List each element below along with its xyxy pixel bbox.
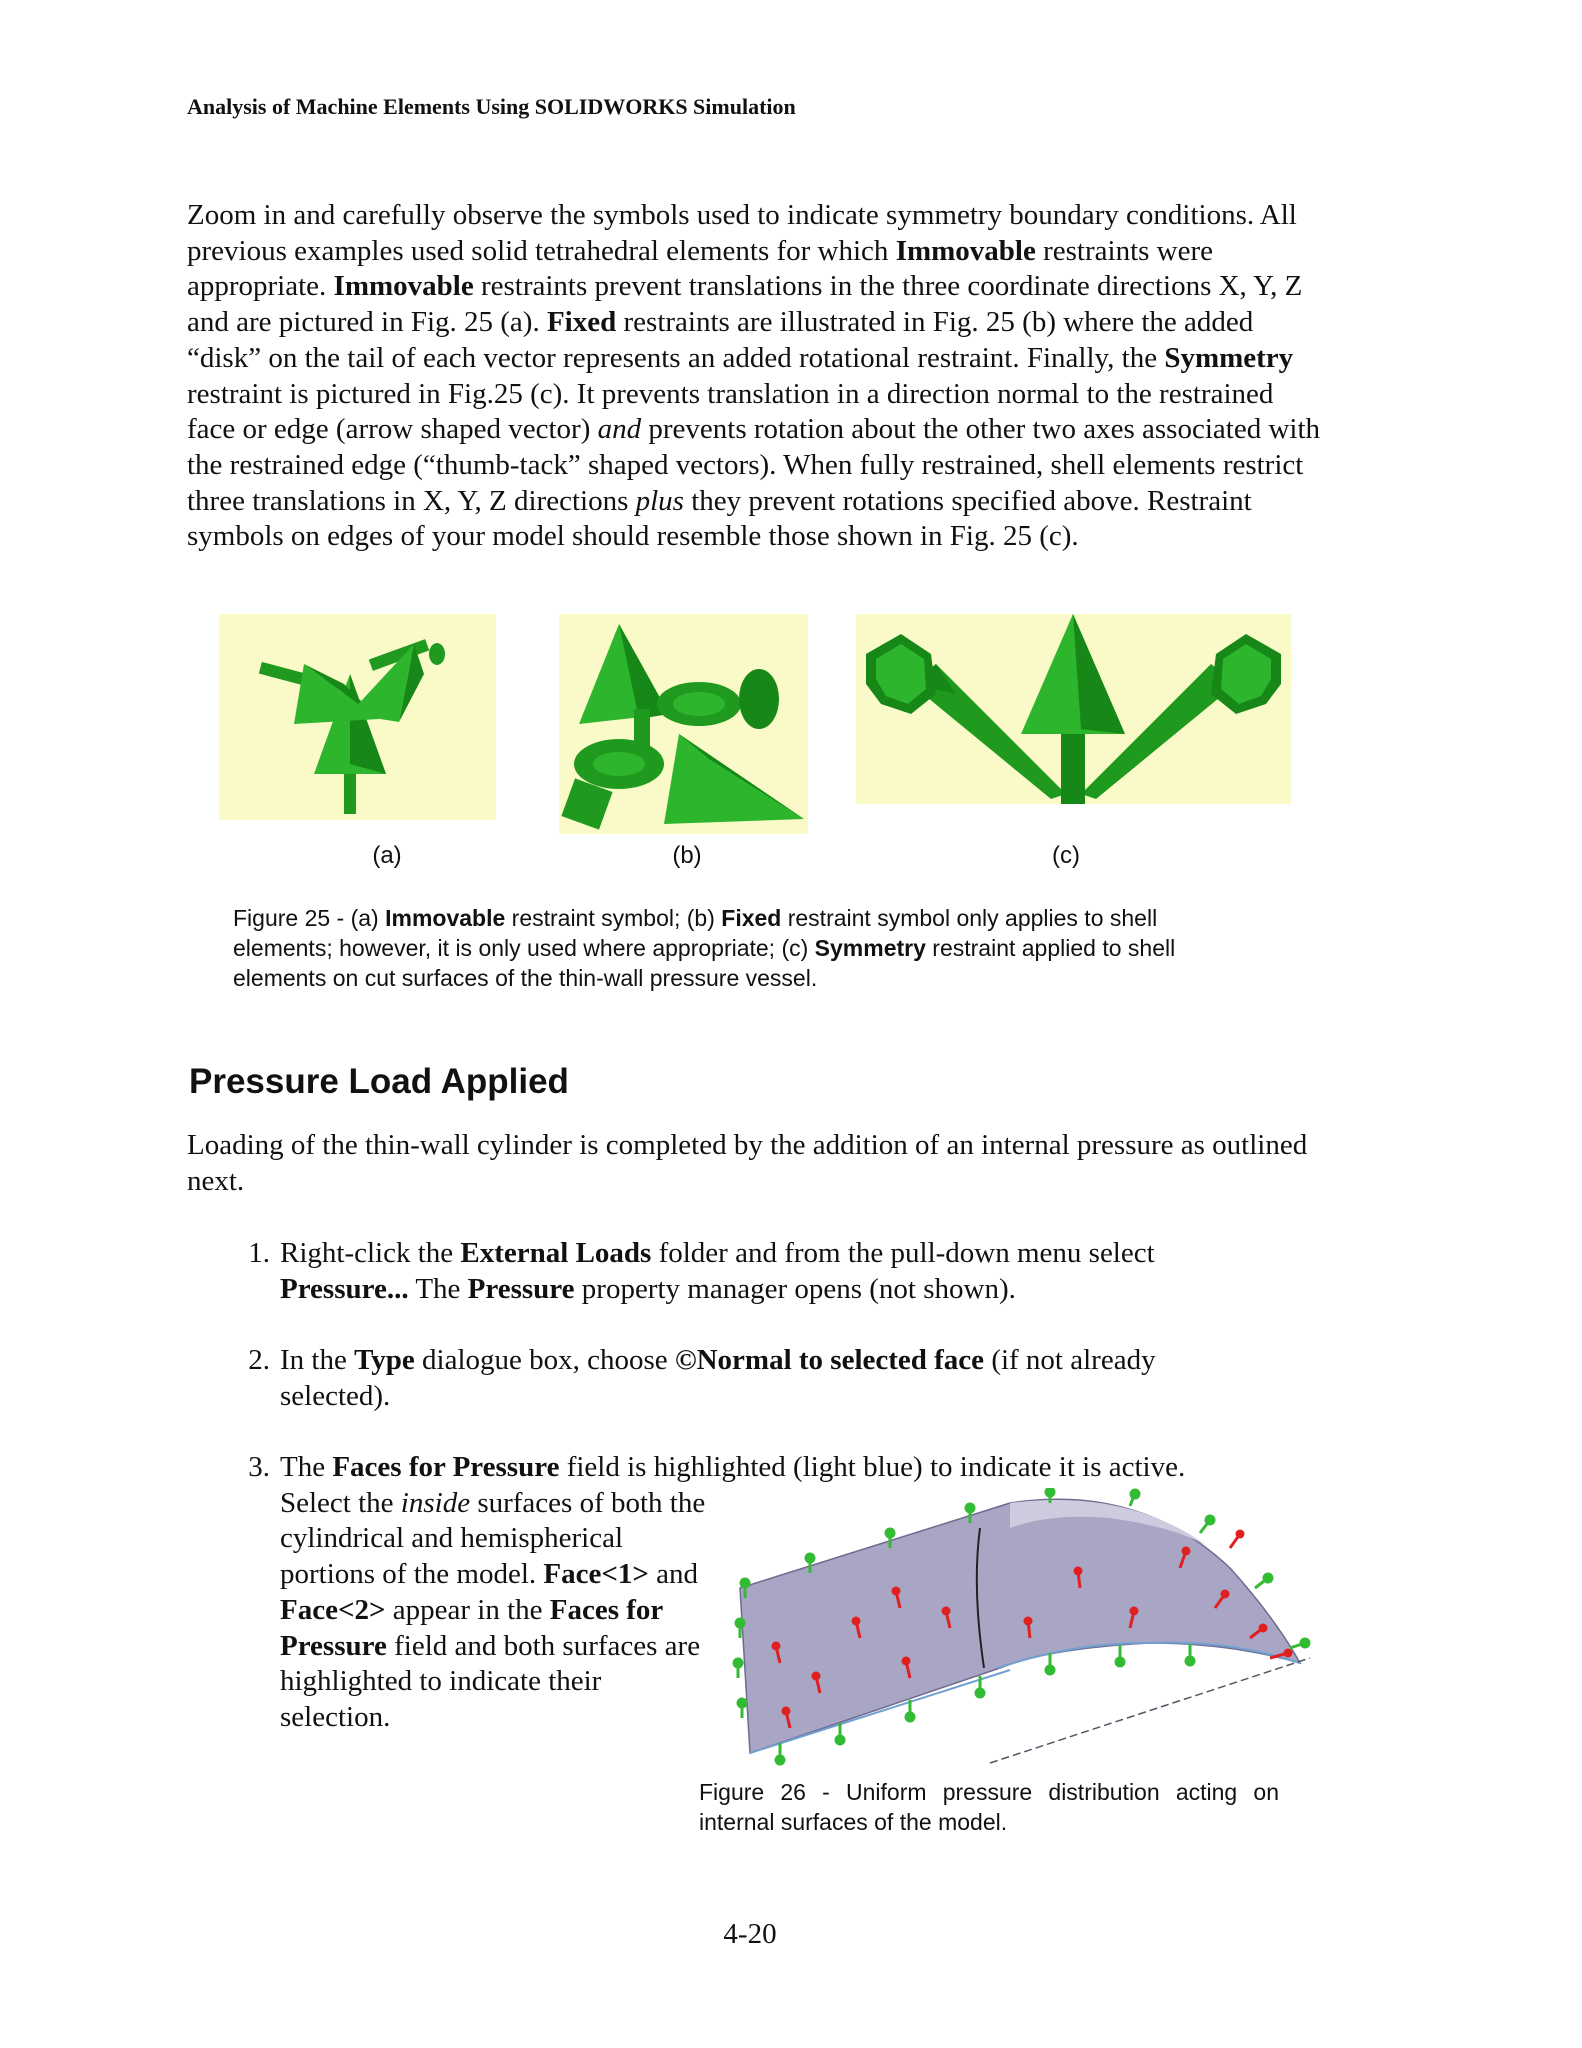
- text-run: field is highlighted (light blue) to indicate it is active.: [559, 1451, 1186, 1483]
- text-run: The: [280, 1451, 333, 1483]
- section-heading: Pressure Load Applied: [189, 1062, 569, 1101]
- bold-term: Face<1>: [543, 1558, 649, 1591]
- text-run: Figure 25 - (a): [233, 905, 386, 931]
- text-run: they prevent rotations specified above. Restraint symbols on edges of your model should resemble those shown in Fig. 25 (c).: [187, 484, 1252, 553]
- text-run: and: [648, 1558, 699, 1591]
- text-run: restraint is pictured in Fig.25 (c). It prevents translation in a direction normal to the restrained face or edge (arrow shaped vector): [187, 377, 1274, 446]
- figure25-label-c: (c): [1052, 842, 1080, 869]
- bold-term: Fixed: [546, 306, 617, 339]
- paragraph-loading-intro: Loading of the thin-wall cylinder is completed by the addition of an internal pressure as outlined next.: [187, 1129, 1308, 1197]
- step-text: [280, 1450, 1185, 1486]
- bold-term: Pressure: [467, 1272, 575, 1305]
- bold-term: Fixed: [721, 905, 782, 931]
- figure25c-symmetry-symbol: [856, 614, 1291, 804]
- italic-term: inside: [400, 1486, 471, 1519]
- text-run: restraints are illustrated in Fig. 25 (b) where the added “disk” on the tail of each vector represents an added rotational restraint. Finally, the: [187, 306, 1254, 374]
- step-text: [280, 1236, 1230, 1307]
- bold-term: ©Normal to selected face: [674, 1344, 985, 1376]
- bold-term: Pressure...: [280, 1272, 409, 1305]
- text-run: restraint symbol; (b): [505, 905, 722, 931]
- text-run: restraint applied to shell elements on cut surfaces of the thin-wall pressure vessel.: [233, 935, 1176, 991]
- text-run: restraints were appropriate.: [187, 234, 1214, 303]
- bold-term: Face<2>: [280, 1593, 386, 1626]
- bold-term: Symmetry: [814, 935, 926, 961]
- text-run: appear in the: [385, 1593, 550, 1626]
- paragraph-restraint-symbols: [187, 198, 1327, 555]
- figure25-caption: [233, 903, 1263, 993]
- bold-term: Immovable: [895, 234, 1036, 267]
- italic-term: and: [597, 413, 642, 446]
- bold-term: Symmetry: [1164, 341, 1294, 374]
- text-run: restraint symbol only applies to shell elements; however, it is only used where appropriate; (c): [233, 905, 1158, 961]
- figure26-caption: Figure 26 - Uniform pressure distribution acting on internal surfaces of the model.: [699, 1779, 1279, 1835]
- running-header: Analysis of Machine Elements Using SOLIDWORKS Simulation: [187, 94, 796, 119]
- text-run: dialogue box, choose: [414, 1344, 675, 1376]
- text-run: folder and from the pull-down menu select: [651, 1237, 1155, 1269]
- text-run: Zoom in and carefully observe the symbols used to indicate symmetry boundary conditions. All previous examples used solid tetrahedral elements for which: [187, 199, 1297, 267]
- figure25b-fixed-symbol: [559, 614, 808, 834]
- text-run: (if not already selected).: [280, 1344, 1156, 1412]
- figure25-label-b: (b): [672, 842, 702, 869]
- step-text-continued: [280, 1486, 710, 1736]
- step-text: [280, 1343, 1180, 1414]
- text-run: restraints prevent translations in the three coordinate directions X, Y, Z and are pictured in Fig. 25 (a).: [187, 270, 1303, 339]
- text-run: property manager opens (not shown).: [574, 1272, 1016, 1305]
- step-number: 2.: [248, 1344, 270, 1376]
- text-run: field and both surfaces are highlighted to indicate their selection.: [280, 1629, 701, 1733]
- figure25-label-a: (a): [372, 842, 402, 869]
- italic-term: plus: [635, 484, 684, 517]
- bold-term: External Loads: [460, 1237, 652, 1269]
- bold-term: Type: [354, 1344, 415, 1376]
- figure26-pressure-model: [710, 1488, 1320, 1768]
- page-number: 4-20: [723, 1918, 777, 1950]
- text-run: prevents rotation about the other two axes associated with the restrained edge (“thumb-tack” shaped vectors). When fully restrained, shell elements restrict three translations in X, Y, Z directions: [187, 413, 1321, 517]
- text-run: Right-click the: [280, 1237, 461, 1269]
- step-number: 1.: [248, 1237, 270, 1269]
- bold-term: Faces for Pressure: [280, 1593, 663, 1662]
- text-run: The: [408, 1272, 468, 1305]
- text-run: surfaces of both the cylindrical and hemispherical portions of the model.: [280, 1486, 706, 1591]
- text-run: Select the: [280, 1486, 401, 1519]
- step-number: 3.: [248, 1451, 270, 1483]
- bold-term: Immovable: [333, 270, 474, 303]
- text-run: In the: [280, 1344, 355, 1376]
- figure25a-immovable-symbol: [219, 614, 496, 820]
- bold-term: Faces for Pressure: [332, 1451, 560, 1483]
- bold-term: Immovable: [385, 905, 506, 931]
